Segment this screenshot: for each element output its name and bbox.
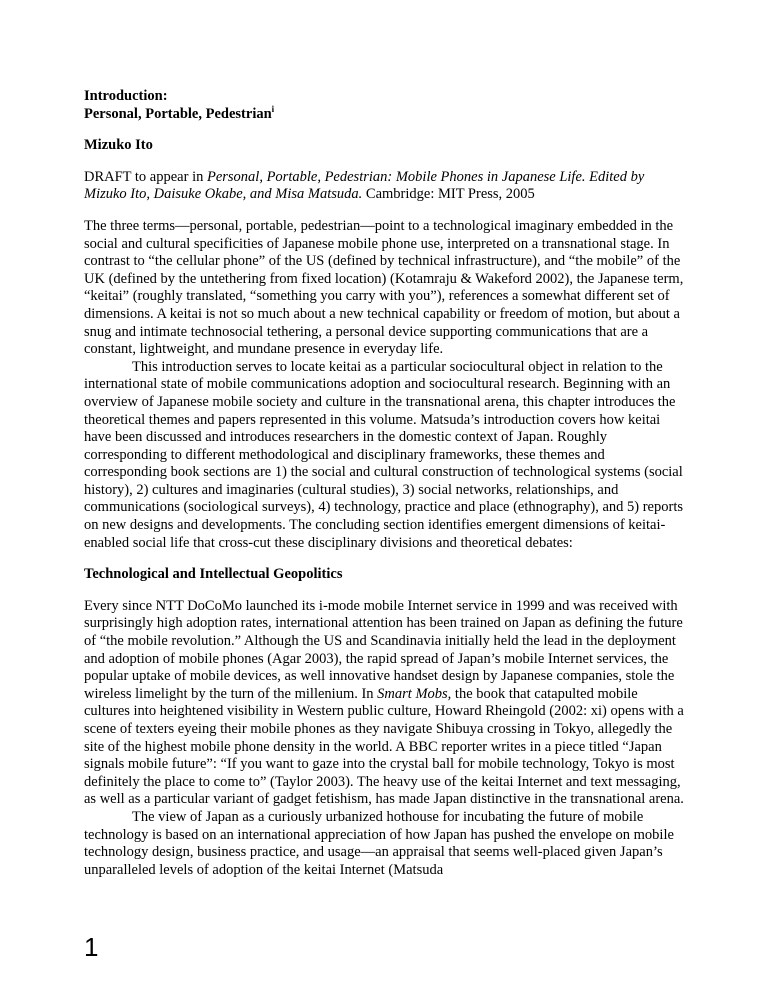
draft-note-suffix: Cambridge: MIT Press, 2005 xyxy=(362,186,535,203)
page-number: 1 xyxy=(84,932,99,962)
paragraph-2: This introduction serves to locate keitai as a particular sociocultural object in relation to the international state of mobile communications adoption and sociocultural research. Beginning with an overview of Japanese mobile society and culture in the transnational arena, this chapter introduces the theoretical themes and papers represented in this volume. Matsuda’s introduction covers how keitai have been discussed and introduces researchers in the domestic context of Japan. Roughly corresponding to different methodological and disciplinary frameworks, these themes and corresponding book sections are 1) the social and cultural construction of technological systems (social history), 2) cultures and imaginaries (cultural studies), 3) social networks, relationships, and communications (sociological surveys), 4) technology, practice and place (ethnography), and 5) reports on new designs and developments. The concluding section identifies emergent dimensions of keitai-enabled social life that cross-cut these disciplinary divisions and theoretical debates: xyxy=(84,358,683,551)
draft-note xyxy=(84,169,684,204)
paragraph-3-part-2: the book that catapulted mobile cultures into heightened visibility in Western public culture, Howard Rheingold (2002: xi) opens with a scene of texters eyeing their mobile phones as they navigate Shibuya crossing in Tokyo, allegedly the site of the highest mobile phone density in the world. A BBC reporter writes in a piece titled “Japan signals mobile future”: “If you want to gaze into the crystal ball for mobile technology, Tokyo is most definitely the place to come to” (Taylor 2003). The heavy use of the keitai Internet and text messaging, as well as a particular variant of gadget fetishism, has made Japan distinctive in the transnational arena. xyxy=(84,685,684,808)
paragraph-3-part-1: Every since NTT DoCoMo launched its i-mode mobile Internet service in 1999 and was received with surprisingly high adoption rates, international attention has been trained on Japan as defining the future of “the mobile revolution.” Although the US and Scandinavia initially held the lead in the deployment and adoption of mobile phones (Agar 2003), the rapid spread of Japan’s mobile Internet services, the popular uptake of mobile devices, as well innovative handset design by Japanese companies, stole the wireless limelight by the turn of the millenium. In xyxy=(84,597,683,702)
title-line-2 xyxy=(84,103,684,124)
paragraph-3 xyxy=(84,598,684,809)
paragraph-3-book-title: Smart Mobs, xyxy=(377,685,452,702)
document-page xyxy=(84,88,684,879)
author-name: Mizuko Ito xyxy=(84,137,153,154)
paragraph-4: The view of Japan as a curiously urbanized hothouse for incubating the future of mobile technology is based on an international appreciation of how Japan has pushed the envelope on mobile technology design, business practice, and usage—an appraisal that seems well-placed given Japan’s unparalleled levels of adoption of the keitai Internet (Matsuda xyxy=(84,808,674,878)
footnote-marker[interactable]: i xyxy=(271,103,275,114)
paragraph-1: The three terms—personal, portable, pedestrian—point to a technological imaginary embedded in the social and cultural specificities of Japanese mobile phone use, interpreted on a transnational stage. In contrast to “the cellular phone” of the US (defined by technical infrastructure), and “the mobile” of the UK (defined by the untethering from fixed location) (Kotamraju & Wakeford 2002), the Japanese term, “keitai” (roughly translated, “something you carry with you”), references a somewhat different set of dimensions. A keitai is not so much about a new technical capability or freedom of motion, but about a snug and intimate technosocial tethering, a personal device supporting communications that are a constant, lightweight, and mundane presence in everyday life. xyxy=(84,217,684,358)
title-text: Personal, Portable, Pedestrian xyxy=(84,105,272,122)
draft-note-book-title: Personal, Portable, Pedestrian: Mobile Phones in Japanese Life. Edited by Mizuko Ito, Daisuke Okabe, and Misa Matsuda. xyxy=(84,168,645,203)
title-line-1: Introduction: xyxy=(84,88,168,104)
section-heading: Technological and Intellectual Geopolitics xyxy=(84,566,343,583)
title-block xyxy=(84,88,684,123)
draft-note-prefix: DRAFT to appear in xyxy=(84,168,207,185)
